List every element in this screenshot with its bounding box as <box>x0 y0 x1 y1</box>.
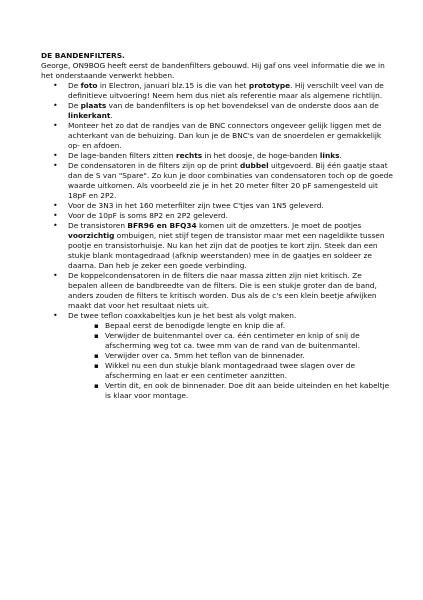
text-segment: De koppelcondensatoren in de filters die naar massa zitten zijn niet kritisch. Ze bepalen alleen de bandbreedte van de filters. Die is een stukje groter dan de band, anders zouden de filters te kritisch worden. Dus als de c's een klein beetje afwijken maakt dat voor het resultaat niets uit. <box>68 271 377 310</box>
text-segment: komen uit de omzetters. Je moet de pootjes <box>196 221 362 230</box>
bullet-item <box>68 161 393 201</box>
bullet-item <box>68 101 393 121</box>
text-segment: in Electron, januari blz.15 is die van het <box>97 81 249 90</box>
sub-list-item: ▪ Vertin dit, en ook de binnenader. Doe dit aan beide uiteinden en het kabeltje is klaar voor montage. <box>105 381 393 401</box>
text-segment: Monteer het zo dat de randjes van de BNC connectors ongeveer gelijk liggen met de achterkant van de behuizing. Dan kun je de BNC's van de snoerdelen er gemakkelijk op- en afdoen. <box>68 121 382 150</box>
bold-text: foto <box>80 81 98 90</box>
intro-paragraph: George, ON9BOG heeft eerst de bandenfilters gebouwd. Hij gaf ons veel informatie die we in het onderstaande verwerkt hebben. <box>41 61 385 80</box>
text-segment: . <box>339 151 342 160</box>
bullet-item-text <box>68 311 296 320</box>
text-segment: . <box>110 111 113 120</box>
bullet-item <box>68 151 393 161</box>
bold-text: rechts <box>175 151 203 160</box>
text-segment: De <box>68 101 81 110</box>
sub-list <box>68 321 393 401</box>
text-segment: De <box>68 81 81 90</box>
bullet-item <box>68 211 393 221</box>
text-segment: Voor de 10pF is soms 8P2 en 2P2 geleverd. <box>68 211 228 220</box>
bullet-item <box>68 221 393 271</box>
text-segment: De transistoren <box>68 221 128 230</box>
bullet-item <box>68 81 393 101</box>
bold-text: dubbel <box>239 161 269 170</box>
sub-list-item: ▪ Wikkel nu een dun stukje blank montagedraad twee slagen over de afscherming en laat er een centimeter aanzitten. <box>105 361 393 381</box>
bold-text: voorzichtig <box>68 231 115 240</box>
bold-text: prototype <box>248 81 291 90</box>
text-segment: . Hij verschilt veel van de definitieve uitvoering! Neem hem dus niet als referentie maar als algemene richtlijn. <box>68 81 384 100</box>
bullet-item <box>68 201 393 211</box>
text-segment: De lage-banden filters zitten <box>68 151 176 160</box>
bullet-list <box>41 81 393 401</box>
bullet-item <box>68 271 393 311</box>
bold-text: links <box>319 151 340 160</box>
text-segment: De condensatoren in de filters zijn op de print <box>68 161 240 170</box>
sub-list-item: ▪ Verwijder de buitenmantel over ca. één centimeter en knip of snij de afscherming weg tot ca. twee mm van de rand van de buitenmantel. <box>105 331 393 351</box>
text-segment: De twee teflon coaxkabeltjes kun je het best als volgt maken. <box>68 311 297 320</box>
sub-list-item: ▪ Bepaal eerst de benodigde lengte en knip die af. <box>105 321 393 331</box>
text-segment: van de bandenfilters is op het bovendeksel van de onderste doos aan de <box>106 101 379 110</box>
sub-list-item: ▪ Verwijder over ca. 5mm het teflon van de binnenader. <box>105 351 393 361</box>
bold-text: BFR96 en BFQ34 <box>127 221 197 230</box>
page-title: DE BANDENFILTERS. <box>41 51 125 60</box>
bullet-item <box>68 121 393 151</box>
bold-text: plaats <box>80 101 107 110</box>
text-segment: Voor de 3N3 in het 160 meterfilter zijn twee C'tjes van 1N5 geleverd. <box>68 201 324 210</box>
text-segment: uitgevoerd. Bij één gaatje staat dan de S van "Spare". Zo kun je door combinaties van condensatoren toch op de goede waarde uitkomen. Als voorbeeld zie je in het 20 meter filter 20 pF samengesteld uit 18pF en 2P2. <box>68 161 393 200</box>
bullet-item <box>68 311 393 401</box>
bold-text: linkerkant <box>68 111 111 120</box>
text-segment: ombuigen, niet stijf tegen de transistor maar met een nageldikte tussen pootje en transistorhuisje. Nu kan het zijn dat de pootjes te kort zijn. Steek dan een stukje blank montagedraad (afknip weerstanden) mee in de gaatjes en soldeer ze daarna. Dan heb je zeker een goede verbinding. <box>68 231 385 270</box>
text-segment: in het doosje, de hoge-banden <box>202 151 320 160</box>
